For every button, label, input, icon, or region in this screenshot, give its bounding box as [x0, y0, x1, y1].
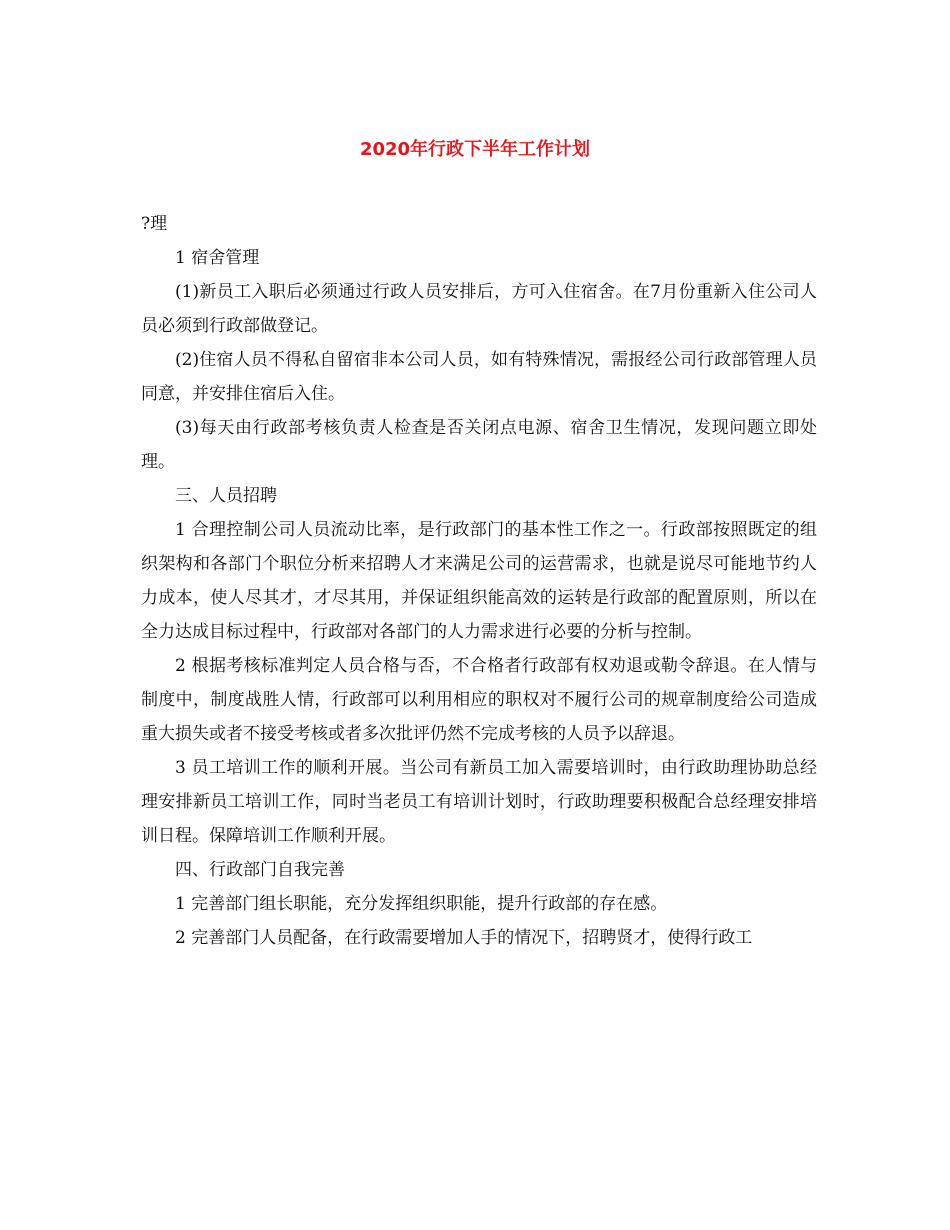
paragraph-dormitory-rule-1: (1)新员工入职后必须通过行政人员安排后，方可入住宿舍。在7月份重新入住公司人员必须到行政部做登记。	[141, 282, 817, 336]
paragraph-dormitory-rule-3: (3)每天由行政部考核负责人检查是否关闭点电源、宿舍卫生情况，发现问题立即处理。	[141, 418, 817, 472]
paragraph-recruitment-1: 1 合理控制公司人员流动比率，是行政部门的基本性工作之一。行政部按照既定的组织架构和各部门个职位分析来招聘人才来满足公司的运营需求，也就是说尽可能地节约人力成本，使人尽其才，才尽其用，并保证组织能高效的运转是行政部的配置原则，所以在全力达成目标过程中，行政部对各部门的人力需求进行必要的分析与控制。	[141, 520, 817, 642]
paragraph-recruitment-3: 3 员工培训工作的顺利开展。当公司有新员工加入需要培训时，由行政助理协助总经理安排新员工培训工作，同时当老员工有培训计划时，行政助理要积极配合总经理安排培训日程。保障培训工作顺利开展。	[141, 758, 817, 846]
paragraph-self-improvement-2: 2 完善部门人员配备，在行政需要增加人手的情况下，招聘贤才，使得行政工	[175, 928, 753, 948]
section-heading-recruitment: 三、人员招聘	[175, 486, 277, 506]
paragraph-recruitment-2: 2 根据考核标准判定人员合格与否，不合格者行政部有权劝退或勒令辞退。在人情与制度中，制度战胜人情，行政部可以利用相应的职权对不履行公司的规章制度给公司造成重大损失或者不接受考核或者多次批评仍然不完成考核的人员予以辞退。	[141, 656, 817, 744]
section-heading-fragment: ?理	[141, 214, 168, 234]
paragraph-dormitory-rule-2: (2)住宿人员不得私自留宿非本公司人员，如有特殊情况，需报经公司行政部管理人员同意，并安排住宿后入住。	[141, 350, 817, 404]
document-title: 2020年行政下半年工作计划	[359, 139, 591, 160]
paragraph-self-improvement-1: 1 完善部门组长职能，充分发挥组织职能，提升行政部的存在感。	[175, 894, 668, 914]
section-heading-self-improvement: 四、行政部门自我完善	[175, 860, 345, 880]
document-body	[141, 207, 817, 955]
subsection-heading-dormitory: 1 宿舍管理	[175, 248, 260, 268]
